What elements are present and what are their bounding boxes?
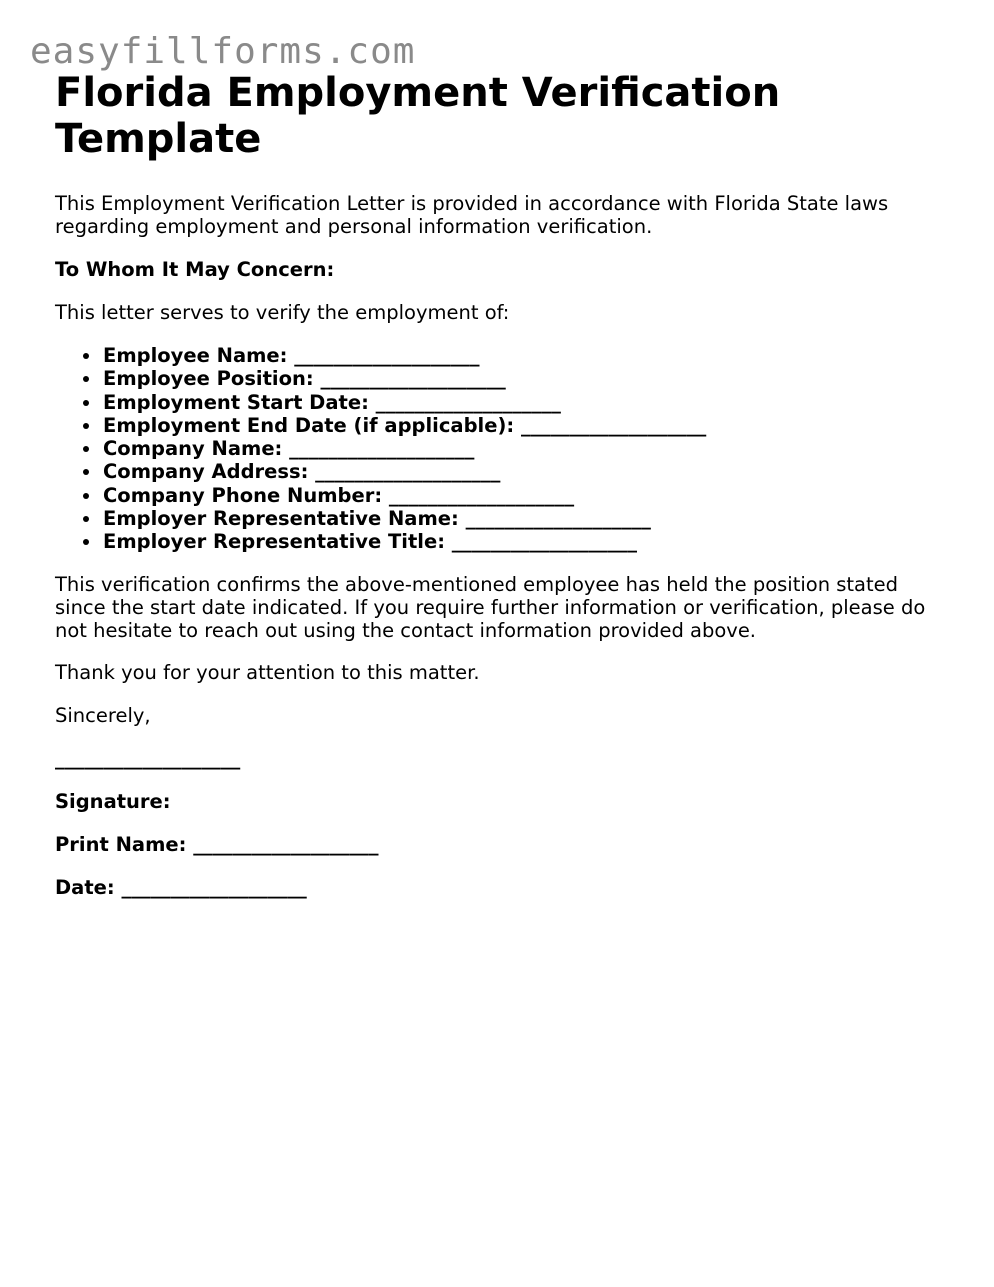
field-company-phone: Company Phone Number: ___________________ <box>103 484 935 507</box>
signature-blank-line: ___________________ <box>55 746 241 770</box>
confirmation-paragraph: This verification confirms the above-mentioned employee has held the position stated since the start date indicated. If you require further information or verification, please do not hesitate to reach out using the contact information provided above. <box>55 572 926 642</box>
field-employment-end-date: Employment End Date (if applicable): ___________________ <box>103 414 935 437</box>
watermark-text: easyfillforms.com <box>30 31 416 72</box>
verification-statement: This letter serves to verify the employment of: <box>55 301 510 324</box>
field-employment-start-date: Employment Start Date: ___________________ <box>103 391 935 414</box>
closing: Sincerely, <box>55 703 151 727</box>
field-employer-rep-title: Employer Representative Title: ___________________ <box>103 530 935 553</box>
thanks-line: Thank you for your attention to this matter. <box>55 660 480 684</box>
salutation: To Whom It May Concern: <box>55 258 335 281</box>
intro-paragraph: This Employment Verification Letter is provided in accordance with Florida State laws regarding employment and personal information verification. <box>55 192 889 238</box>
document-body <box>55 70 935 899</box>
date-line: Date: ___________________ <box>55 875 307 899</box>
field-company-address: Company Address: ___________________ <box>103 460 935 483</box>
print-name-line: Print Name: ___________________ <box>55 832 379 856</box>
field-employer-rep-name: Employer Representative Name: ___________________ <box>103 507 935 530</box>
signature-label: Signature: <box>55 789 171 813</box>
field-company-name: Company Name: ___________________ <box>103 437 935 460</box>
field-employee-name: Employee Name: ___________________ <box>103 344 935 367</box>
employment-fields-list <box>55 344 935 554</box>
field-employee-position: Employee Position: ___________________ <box>103 367 935 390</box>
document-title: Florida Employment Verification Template <box>55 70 781 162</box>
